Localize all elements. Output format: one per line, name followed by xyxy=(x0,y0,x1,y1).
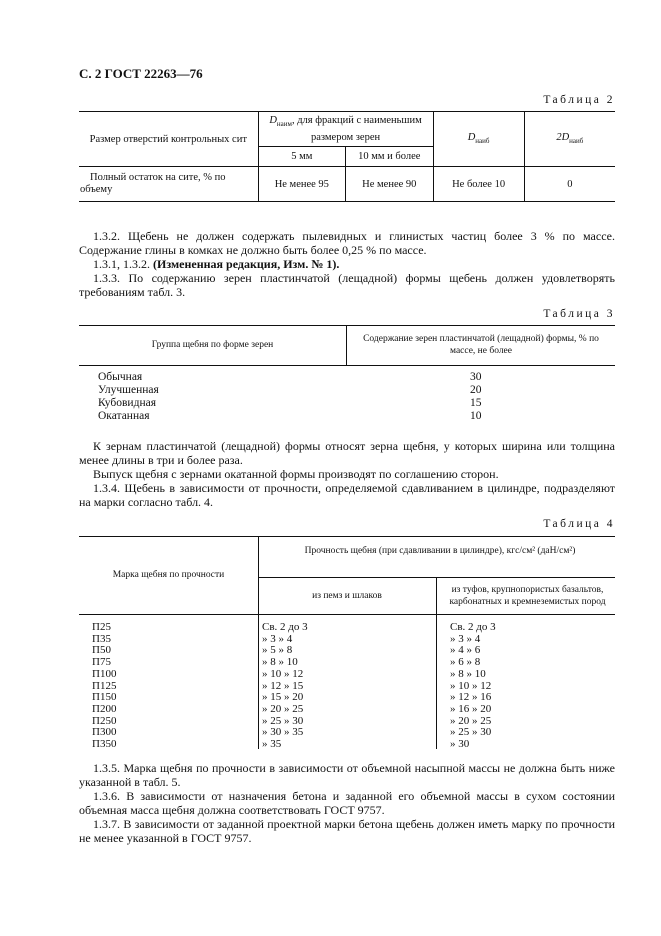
t4-pemz: » 12 » 15 xyxy=(262,679,304,692)
t4-pemz: Св. 2 до 3 xyxy=(262,621,308,633)
t3-value: 30 xyxy=(470,371,482,383)
t4-mark: П50 xyxy=(92,644,111,657)
t4-pemz: » 8 » 10 xyxy=(262,656,298,669)
t4-mark: П125 xyxy=(92,679,117,692)
t4-tuff: » 10 » 12 xyxy=(450,679,492,692)
para-1-3-6: 1.3.6. В зависимости от назначения бетона и заданной его объемной массы в сухом состоянии объемная масса щебня должна соответствовать ГОСТ 9757. xyxy=(79,789,615,817)
para-1-3-7: 1.3.7. В зависимости от заданной проектной марки бетона щебень должен иметь марку по прочности не менее указанной в ГОСТ 9757. xyxy=(79,817,615,845)
t4-mark: П200 xyxy=(92,702,117,715)
para-plate-def: К зернам пластинчатой (лещадной) формы относят зерна щебня, у которых ширина или толщина менее длины в три и более раза. xyxy=(79,439,615,467)
t3-value: 15 xyxy=(470,397,482,409)
t4-pemz: » 35 xyxy=(262,738,282,750)
t4-tuff: Св. 2 до 3 xyxy=(450,621,496,633)
t4-pemz: » 20 » 25 xyxy=(262,702,304,715)
t4-mark: П75 xyxy=(92,656,111,669)
t3-divider xyxy=(346,325,347,365)
t3-group: Обычная xyxy=(98,371,143,383)
t4-mark: П25 xyxy=(92,621,111,633)
para-1-3-4: 1.3.4. Щебень в зависимости от прочности, определяемой сдавливанием в цилиндре, подразделяют на марки согласно табл. 4. xyxy=(79,481,615,509)
t4-pemz: » 30 » 35 xyxy=(262,726,304,739)
t2-col-2dnaib: $2D_{наиб}$ xyxy=(524,112,615,167)
t4-pemz: » 15 » 20 xyxy=(262,691,304,704)
page-header: С. 2 ГОСТ 22263—76 xyxy=(79,66,203,81)
t4-pemz: » 3 » 4 xyxy=(262,632,293,645)
t4-mark: П35 xyxy=(92,632,111,645)
t3-value: 10 xyxy=(470,410,482,422)
t4-tuff: » 16 » 20 xyxy=(450,702,492,715)
t2-cell: Не менее 95 xyxy=(258,167,345,202)
t4-tuff: » 8 » 10 xyxy=(450,667,486,680)
t4-col-mark: Марка щебня по прочности xyxy=(112,570,225,580)
t3-value: 20 xyxy=(470,384,482,396)
t2-col-dnaim: $D_{наим}$, для фракций с наименьшим размером зерен xyxy=(258,112,433,147)
t4-tuff: » 25 » 30 xyxy=(450,726,492,739)
t3-top-rule xyxy=(79,325,615,326)
t4-mark: П350 xyxy=(92,738,117,750)
t4-pemz: » 10 » 12 xyxy=(262,667,304,680)
t3-group: Улучшенная xyxy=(98,384,159,396)
t4-divider-1 xyxy=(258,536,259,749)
t2-row-label: Полный остаток на сите, % по объему xyxy=(79,167,258,202)
t4-mark: П300 xyxy=(92,726,117,739)
t4-top-rule xyxy=(79,536,615,537)
para-amendment: 1.3.1, 1.3.2. (Измененная редакция, Изм. № 1). xyxy=(93,257,340,271)
t4-tuff: » 12 » 16 xyxy=(450,691,492,704)
t4-tuff: » 6 » 8 xyxy=(450,656,481,669)
t2-cell: 0 xyxy=(524,167,615,202)
t3-header-rule xyxy=(79,365,615,366)
table2-caption: Таблица 2 xyxy=(543,94,615,106)
t4-tuff: » 4 » 6 xyxy=(450,644,481,657)
t3-col-group: Группа щебня по форме зерен xyxy=(151,340,274,350)
para-1-3-2: 1.3.2. Щебень не должен содержать пылевидных и глинистых частиц более 3 % по массе. Содержание глины в комках не должно быть более 0,25 % по массе. xyxy=(79,229,615,257)
para-rounded: Выпуск щебня с зернами окатанной формы производят по соглашению сторон. xyxy=(93,467,499,481)
t4-mark: П150 xyxy=(92,691,117,704)
t4-mark: П250 xyxy=(92,714,117,727)
table4-caption: Таблица 4 xyxy=(543,518,615,530)
para-1-3-5: 1.3.5. Марка щебня по прочности в зависимости от объемной насыпной массы не должна быть ниже указанной в табл. 5. xyxy=(79,761,615,789)
t2-col-5mm: 5 мм xyxy=(258,147,345,167)
t3-col-content: Содержание зерен пластинчатой (лещадной) формы, % по массе, не более xyxy=(363,334,599,356)
t4-tuff: » 3 » 4 xyxy=(450,632,481,645)
t2-col-10mm: 10 мм и более xyxy=(346,147,433,167)
t4-pemz: » 25 » 30 xyxy=(262,714,304,727)
t3-group: Кубовидная xyxy=(98,397,156,409)
table3-caption: Таблица 3 xyxy=(543,308,615,320)
t4-divider-2 xyxy=(436,577,437,749)
t4-tuff: » 20 » 25 xyxy=(450,714,492,727)
t4-col-strength: Прочность щебня (при сдавливании в цилиндре), кгс/см² (даН/см²) xyxy=(304,546,576,556)
t2-cell: Не менее 90 xyxy=(346,167,433,202)
t2-col-dnaib: $D_{наиб}$ xyxy=(433,112,524,167)
t2-cell: Не более 10 xyxy=(433,167,524,202)
para-1-3-3: 1.3.3. По содержанию зерен пластинчатой (лещадной) формы щебень должен удовлетворять требованиям табл. 3. xyxy=(79,271,615,299)
table-2 xyxy=(79,111,615,202)
t3-group: Окатанная xyxy=(98,410,150,422)
t4-col-tuff: из туфов, крупнопористых базальтов, карбонатных и кремнеземистых пород xyxy=(449,585,606,607)
t4-pemz: » 5 » 8 xyxy=(262,644,293,657)
t4-tuff: » 30 xyxy=(450,738,470,750)
t2-col-size: Размер отверстий контрольных сит xyxy=(79,112,258,167)
t4-header-rule xyxy=(79,614,615,615)
t4-mark: П100 xyxy=(92,667,117,680)
t4-col-pemz: из пемз и шлаков xyxy=(312,591,382,601)
